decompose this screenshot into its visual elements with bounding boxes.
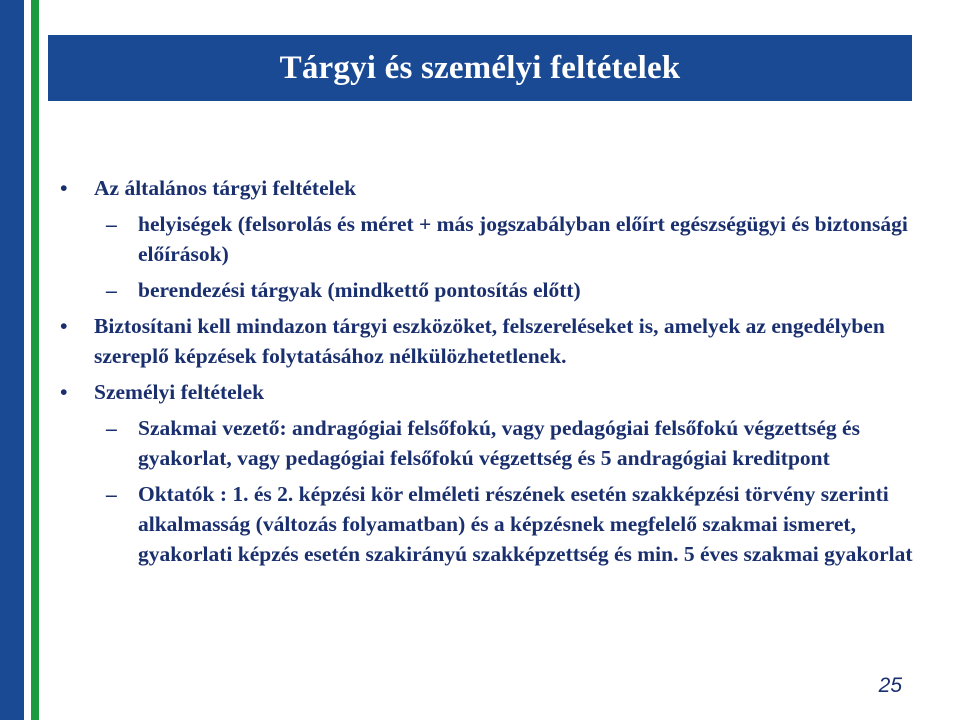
dash-icon: –: [106, 278, 117, 302]
slide-title: Tárgyi és személyi feltételek: [279, 49, 681, 86]
page-number: 25: [878, 674, 902, 697]
dash-icon: –: [106, 482, 117, 506]
bullet-text: Biztosítani kell mindazon tárgyi eszközöket, felszereléseket is, amelyek az engedélyben szereplő képzések folytatásához nélkülözhetetlenek.: [94, 314, 885, 368]
sub-item-text: Szakmai vezető: andragógiai felsőfokú, vagy pedagógiai felsőfokú végzettség és gyakorlat, vagy pedagógiai felsőfokú végzettség és 5 andragógiai kreditpont: [138, 416, 860, 470]
sub-item: [56, 209, 916, 269]
sub-item-text: Oktatók : 1. és 2. képzési kör elméleti részének esetén szakképzési törvény szerinti alkalmasság (változás folyamatban) és a képzésnek megfelelő szakmai ismeret, gyakorlati képzés esetén szakirányú szakképzettség és min. 5 éves szakmai gyakorlat: [138, 482, 913, 566]
bullet-icon: •: [60, 314, 68, 338]
bullet-item: [56, 377, 916, 407]
sub-item-text: berendezési tárgyak (mindkettő pontosítás előtt): [138, 278, 581, 302]
left-blue-bar: [0, 0, 24, 720]
sub-item: [56, 275, 916, 305]
bullet-text: Személyi feltételek: [94, 380, 265, 404]
bullet-item: [56, 311, 916, 371]
slide-content: [56, 173, 916, 575]
bullet-item: [56, 173, 916, 203]
bullet-icon: •: [60, 380, 68, 404]
dash-icon: –: [106, 212, 117, 236]
dash-icon: –: [106, 416, 117, 440]
sub-item: [56, 413, 916, 473]
sub-item-text: helyiségek (felsorolás és méret + más jogszabályban előírt egészségügyi és biztonsági előírások): [138, 212, 908, 266]
title-banner: [48, 35, 912, 101]
sub-item: [56, 479, 916, 569]
bullet-text: Az általános tárgyi feltételek: [94, 176, 357, 200]
bullet-icon: •: [60, 176, 68, 200]
left-green-bar: [31, 0, 39, 720]
